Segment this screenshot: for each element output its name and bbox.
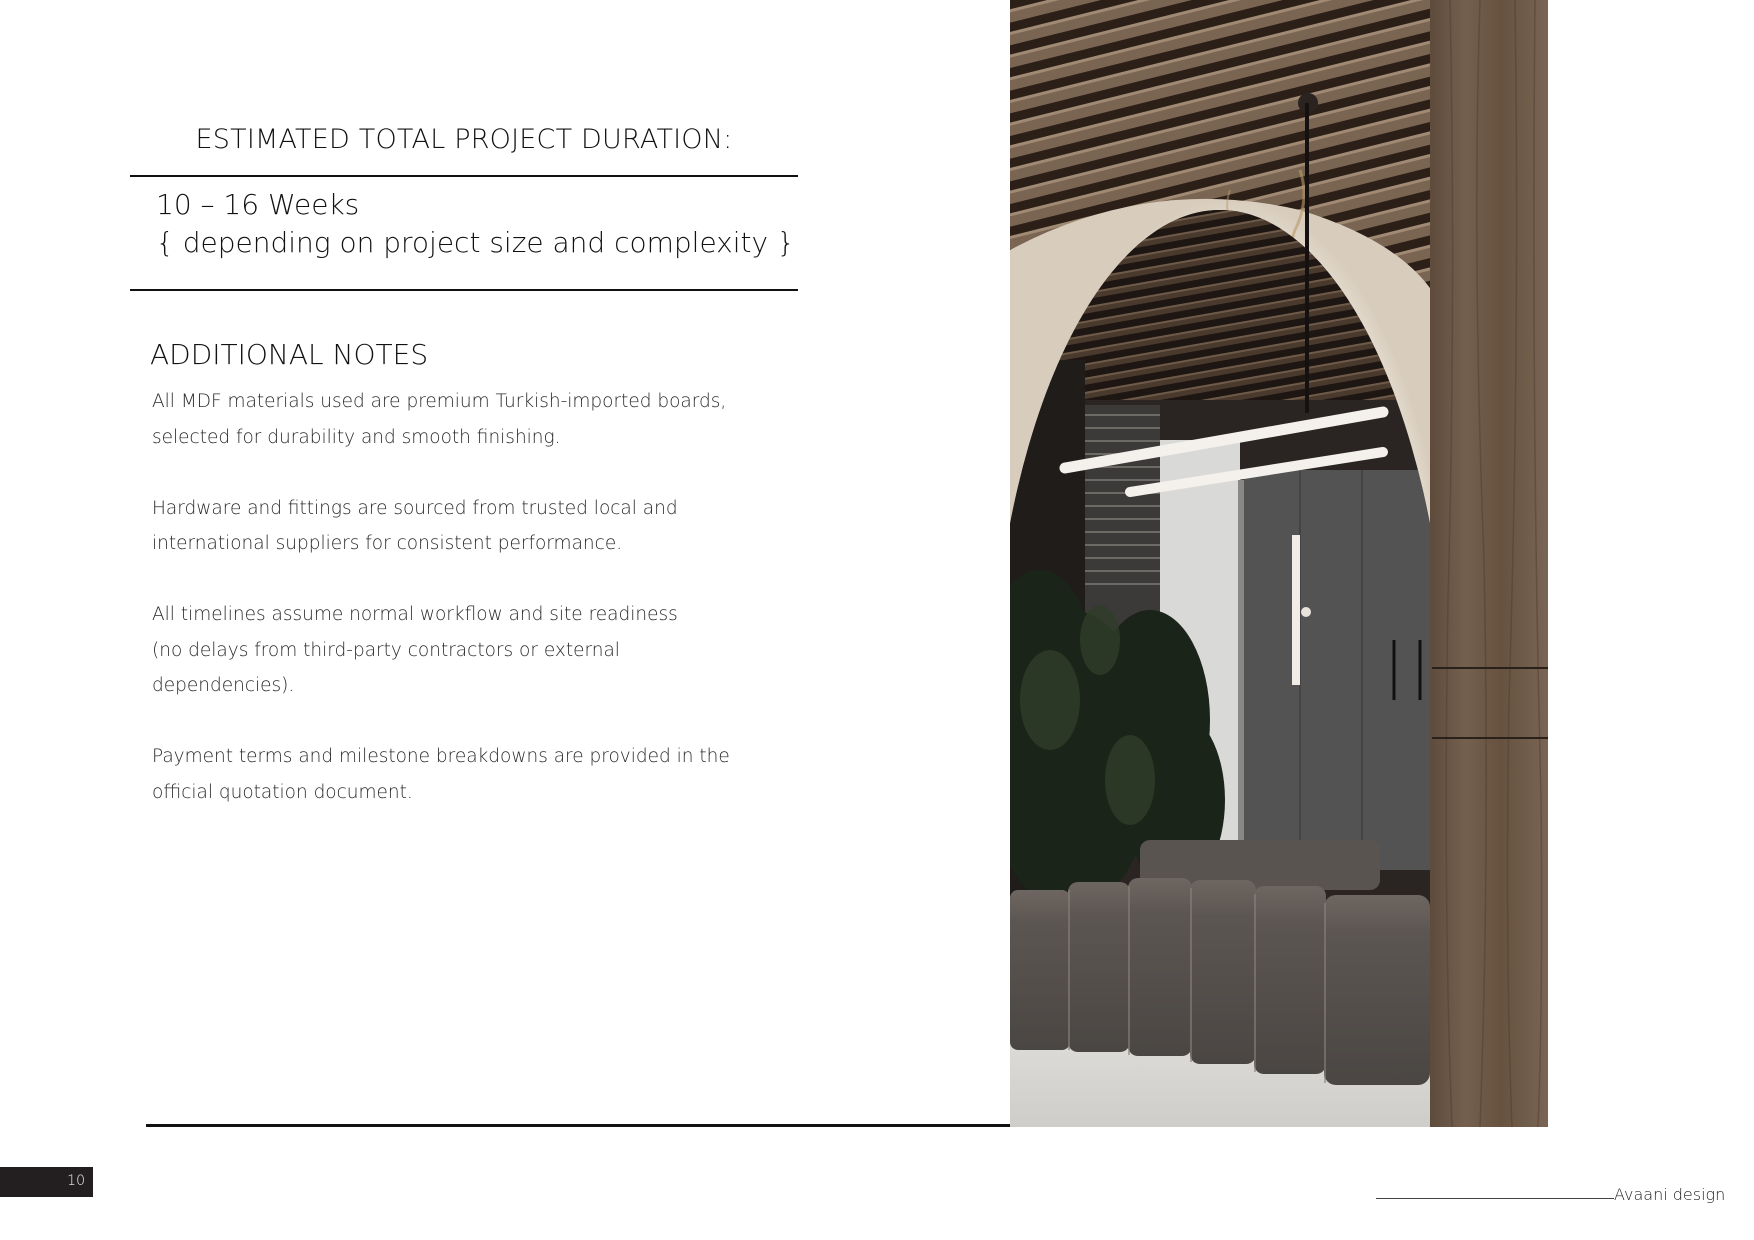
- note-line: (no delays from third-party contractors or external: [152, 639, 620, 661]
- duration-heading: ESTIMATED TOTAL PROJECT DURATION:: [195, 124, 733, 155]
- note-line: dependencies).: [152, 675, 295, 696]
- footer-rule: [1376, 1198, 1614, 1199]
- note-line: All MDF materials used are premium Turkish-imported boards,: [152, 391, 727, 412]
- note-line: official quotation document.: [152, 781, 413, 803]
- interior-photo: [1010, 0, 1548, 1127]
- note-line: Hardware and fittings are sourced from trusted local and: [152, 497, 678, 519]
- page-number: 10: [67, 1173, 85, 1189]
- note-line: selected for durability and smooth finishing.: [152, 426, 561, 448]
- note-timelines: [152, 597, 792, 704]
- content-bottom-rule: [146, 1124, 1010, 1127]
- duration-value: [156, 186, 795, 262]
- duration-condition: { depending on project size and complexity }: [156, 226, 795, 259]
- note-payment: [152, 739, 792, 810]
- notes-list: [152, 384, 792, 846]
- duration-weeks: 10 – 16 Weeks: [156, 188, 360, 221]
- divider-bottom: [130, 289, 798, 291]
- note-hardware: [152, 491, 792, 562]
- notes-heading: ADDITIONAL NOTES: [150, 338, 429, 371]
- page-number-box: [0, 1167, 93, 1197]
- note-materials: [152, 384, 792, 455]
- note-line: All timelines assume normal workflow and site readiness: [152, 604, 678, 625]
- divider-top: [130, 175, 798, 177]
- footer-brand: Avaani design: [1614, 1185, 1726, 1204]
- note-line: international suppliers for consistent performance.: [152, 533, 623, 554]
- note-line: Payment terms and milestone breakdowns are provided in the: [152, 746, 730, 767]
